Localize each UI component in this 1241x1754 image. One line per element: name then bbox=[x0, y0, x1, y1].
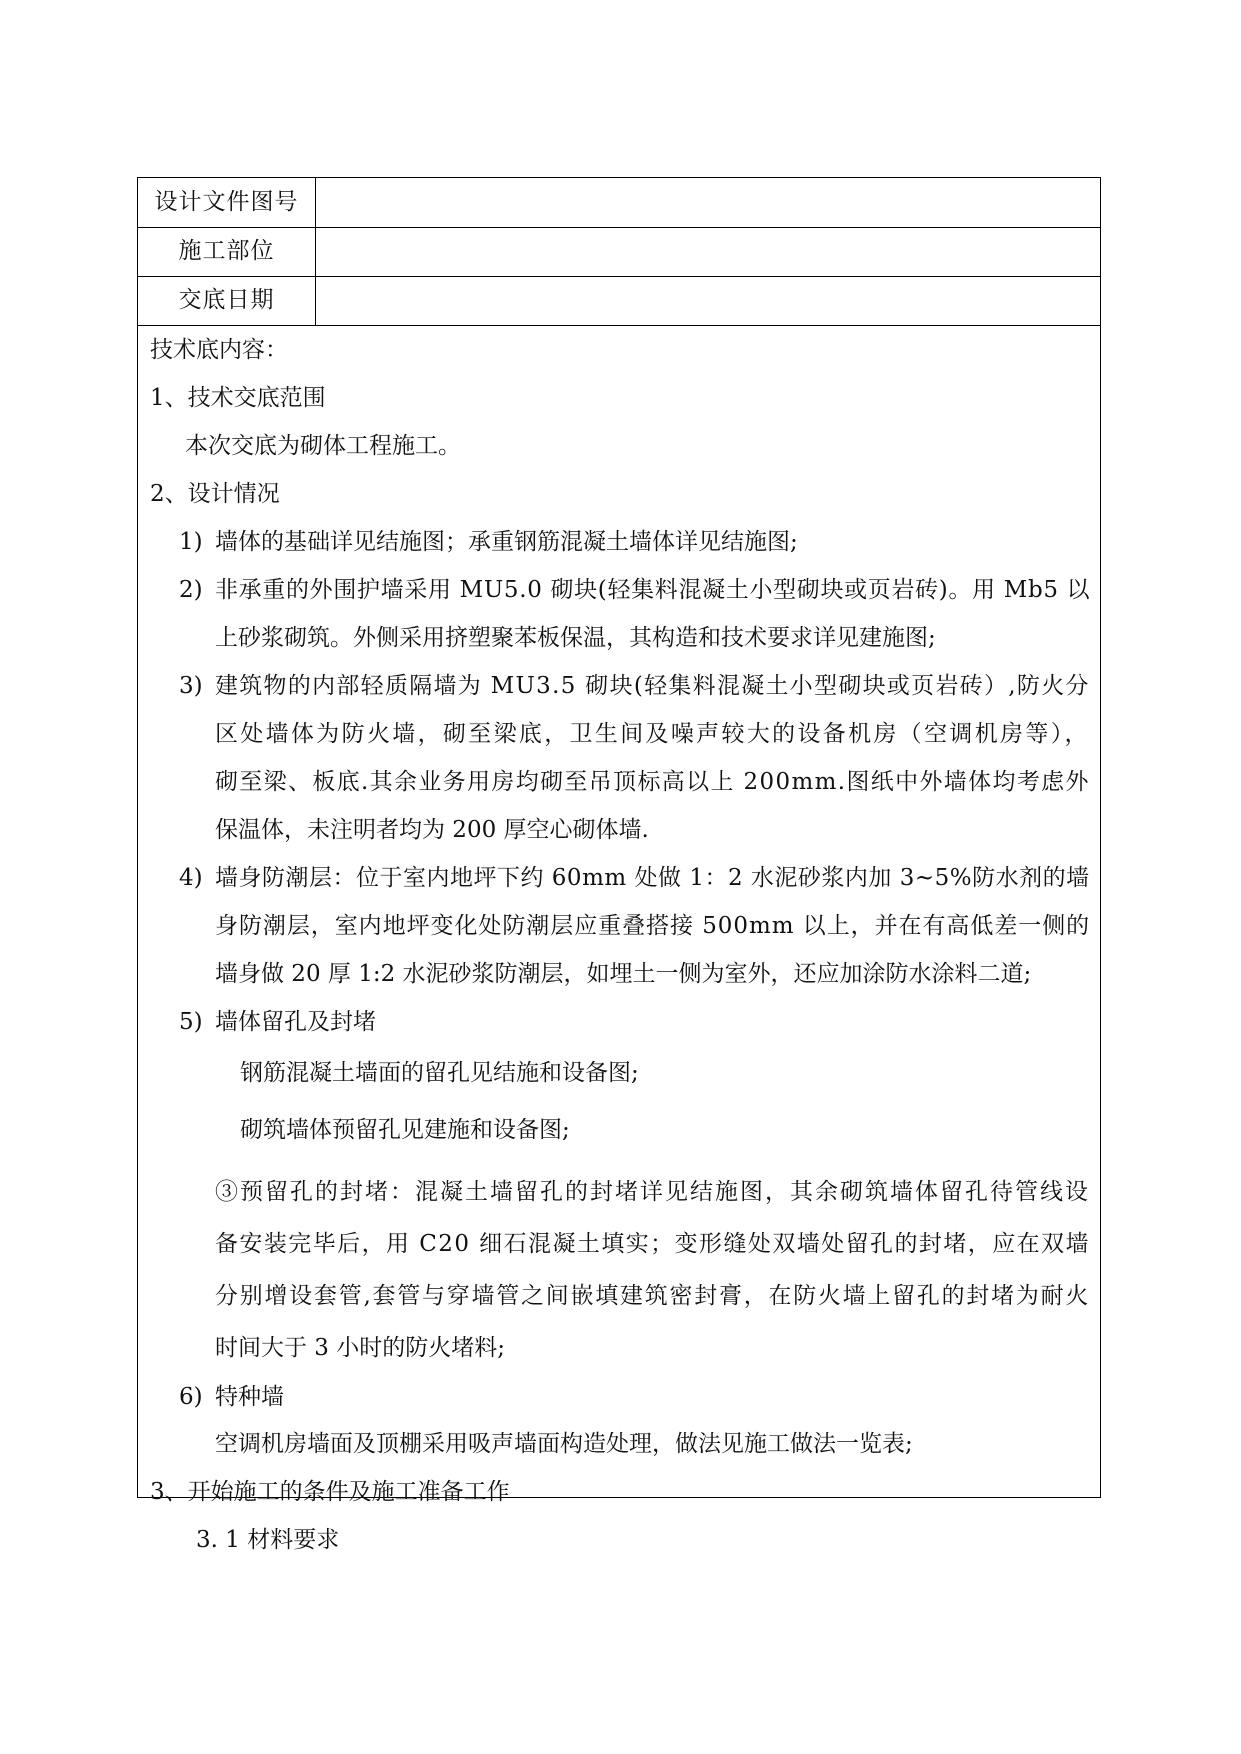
item-number: 2) bbox=[179, 577, 203, 603]
header-row-drawing-no bbox=[138, 178, 1100, 228]
content-heading: 技术底内容： bbox=[150, 337, 288, 363]
item-line: 区处墙体为防火墙，砌至梁底，卫生间及噪声较大的设备机房（空调机房等）， bbox=[215, 721, 1090, 747]
item-line: 墙身做 20 厚 1:2 水泥砂浆防潮层，如埋土一侧为室外，还应加涂防水涂料二道; bbox=[215, 961, 1032, 987]
sub-item-line: ③预留孔的封堵：混凝土墙留孔的封堵详见结施图，其余砌筑墙体留孔待管线设 bbox=[215, 1179, 1091, 1205]
disclosure-form bbox=[137, 177, 1101, 1553]
item-line: 墙体留孔及封堵 bbox=[215, 1009, 376, 1035]
header-value bbox=[316, 276, 1100, 325]
header-label: 交底日期 bbox=[138, 276, 316, 325]
item-line: 墙身防潮层：位于室内地坪下约 60mm 处做 1：2 水泥砂浆内加 3~5%防水剂的墙 bbox=[215, 865, 1090, 891]
item-number: 3) bbox=[179, 673, 203, 699]
item-line: 非承重的外围护墙采用 MU5.0 砌块(轻集料混凝土小型砌块或页岩砖)。用 Mb5 以 bbox=[215, 577, 1091, 603]
header-label: 施工部位 bbox=[138, 227, 316, 276]
header-row-date bbox=[138, 276, 1100, 326]
item-number: 5) bbox=[179, 1009, 203, 1035]
header-value bbox=[316, 227, 1100, 276]
section-title: 2、设计情况 bbox=[150, 481, 280, 507]
item-line: 保温体，未注明者均为 200 厚空心砌体墙. bbox=[215, 817, 649, 843]
sub-item-line: 备安装完毕后，用 C20 细石混凝土填实；变形缝处双墙处留孔的封堵，应在双墙 bbox=[215, 1231, 1090, 1257]
sub-item-line: 钢筋混凝土墙面的留孔见结施和设备图; bbox=[240, 1060, 639, 1086]
section-title: 1、技术交底范围 bbox=[150, 385, 326, 411]
header-value bbox=[316, 178, 1100, 227]
header-label: 设计文件图号 bbox=[138, 178, 316, 227]
item-number: 4) bbox=[179, 865, 203, 891]
item-line: 空调机房墙面及顶棚采用吸声墙面构造处理，做法见施工做法一览表; bbox=[215, 1431, 913, 1457]
subsection-title: 3. 1 材料要求 bbox=[196, 1527, 340, 1553]
item-line: 墙体的基础详见结施图；承重钢筋混凝土墙体详见结施图; bbox=[215, 529, 798, 555]
item-line: 砌至梁、板底.其余业务用房均砌至吊顶标高以上 200mm.图纸中外墙体均考虑外 bbox=[215, 769, 1090, 795]
item-line: 上砂浆砌筑。外侧采用挤塑聚苯板保温，其构造和技术要求详见建施图; bbox=[215, 625, 936, 651]
item-number: 1) bbox=[179, 529, 203, 555]
paragraph: 本次交底为砌体工程施工。 bbox=[185, 433, 461, 459]
sub-item-line: 分别增设套管,套管与穿墙管之间嵌填建筑密封膏，在防火墙上留孔的封堵为耐火 bbox=[215, 1283, 1091, 1309]
sub-item-line: 砌筑墙体预留孔见建施和设备图; bbox=[240, 1117, 570, 1143]
item-line: 身防潮层，室内地坪变化处防潮层应重叠搭接 500mm 以上，并在有高低差一侧的 bbox=[215, 913, 1091, 939]
item-line: 建筑物的内部轻质隔墙为 MU3.5 砌块(轻集料混凝土小型砌块或页岩砖）,防火分 bbox=[215, 673, 1090, 699]
item-number: 6) bbox=[179, 1384, 203, 1410]
item-line: 特种墙 bbox=[215, 1384, 284, 1410]
section-title: 3、开始施工的条件及施工准备工作 bbox=[150, 1479, 510, 1505]
header-row-location bbox=[138, 227, 1100, 277]
sub-item-line: 时间大于 3 小时的防火堵料; bbox=[215, 1335, 506, 1361]
